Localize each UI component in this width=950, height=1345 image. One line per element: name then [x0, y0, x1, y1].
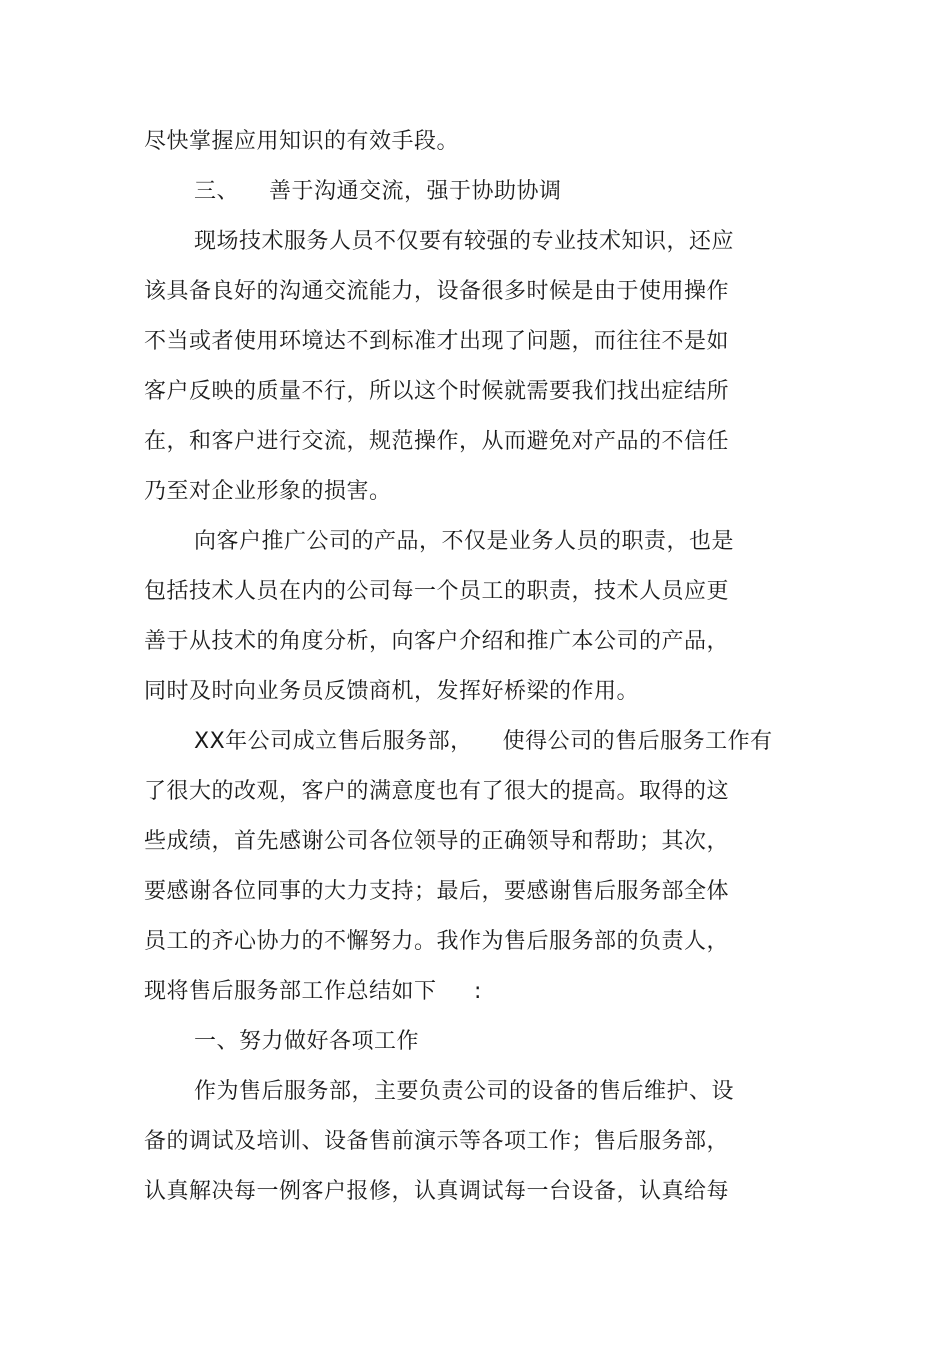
section-heading: 一、努力做好各项工作	[194, 1029, 420, 1054]
text-line: 员工的齐心协力的不懈努力。我作为售后服务部的负责人，	[144, 929, 730, 954]
text-line: 要感谢各位同事的大力支持；最后，要感谢售后服务部全体	[144, 879, 730, 904]
text-line: 善于从技术的角度分析，向客户介绍和推广本公司的产品，	[144, 629, 730, 654]
text-line: 包括技术人员在内的公司每一个员工的职责，技术人员应更	[144, 579, 730, 604]
text-line: 现将售后服务部工作总结如下 :	[144, 979, 482, 1004]
text-line: 些成绩，首先感谢公司各位领导的正确领导和帮助；其次，	[144, 829, 730, 854]
text-line: 向客户推广公司的产品，不仅是业务人员的职责，也是	[194, 529, 735, 554]
text-line: 备的调试及培训、设备售前演示等各项工作；售后服务部，	[144, 1129, 730, 1154]
text-line: 了很大的改观，客户的满意度也有了很大的提高。取得的这	[144, 779, 730, 804]
text-line: 作为售后服务部，主要负责公司的设备的售后维护、设	[194, 1079, 735, 1104]
text-line: 认真解决每一例客户报修，认真调试每一台设备，认真给每	[144, 1179, 730, 1204]
text-line: 尽快掌握应用知识的有效手段。	[144, 129, 460, 154]
text-line: 该具备良好的沟通交流能力，设备很多时候是由于使用操作	[144, 279, 730, 304]
section-heading: 三、 善于沟通交流，强于协助协调	[194, 179, 562, 204]
text-line: 现场技术服务人员不仅要有较强的专业技术知识，还应	[194, 229, 735, 254]
text-line: 同时及时向业务员反馈商机，发挥好桥梁的作用。	[144, 679, 640, 704]
text-line: 乃至对企业形象的损害。	[144, 479, 392, 504]
text-line: 在，和客户进行交流，规范操作，从而避免对产品的不信任	[144, 429, 730, 454]
text-line: 不当或者使用环境达不到标准才出现了问题，而往往不是如	[144, 329, 730, 354]
text-line: XX年公司成立售后服务部， 使得公司的售后服务工作有	[194, 729, 773, 754]
text-line: 客户反映的质量不行，所以这个时候就需要我们找出症结所	[144, 379, 730, 404]
